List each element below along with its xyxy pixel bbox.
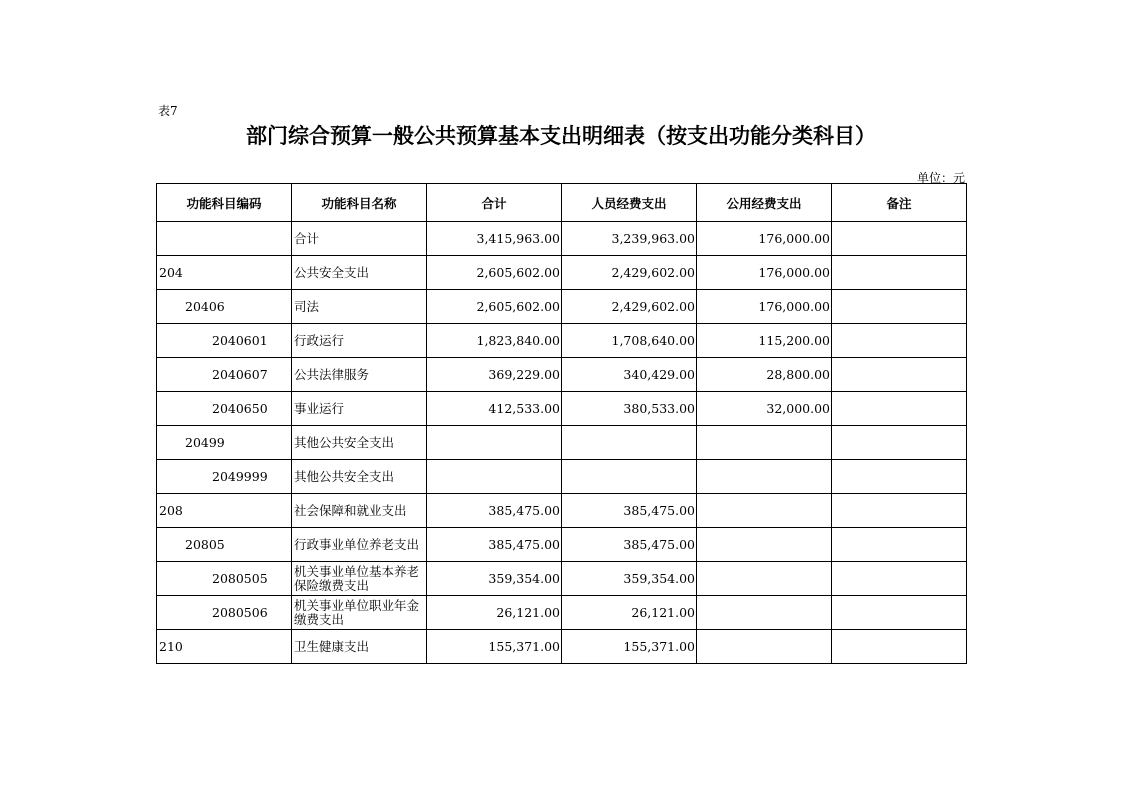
- note-cell: [832, 222, 967, 256]
- public-cell: 115,200.00: [697, 324, 832, 358]
- code-cell: 204: [157, 256, 292, 290]
- name-cell: 司法: [292, 290, 427, 324]
- unit-label: 单位：元: [916, 171, 965, 185]
- total-cell: 26,121.00: [427, 596, 562, 630]
- table-row: [157, 324, 967, 358]
- note-cell: [832, 426, 967, 460]
- total-cell: 369,229.00: [427, 358, 562, 392]
- public-cell: [697, 596, 832, 630]
- note-cell: [832, 596, 967, 630]
- table-row: [157, 596, 967, 630]
- name-cell: 机关事业单位基本养老保险缴费支出: [292, 562, 427, 596]
- total-cell: 2,605,602.00: [427, 290, 562, 324]
- header-name: 功能科目名称: [292, 184, 427, 222]
- name-cell: 公共安全支出: [292, 256, 427, 290]
- code-cell: 2080505: [157, 562, 292, 596]
- total-cell: 3,415,963.00: [427, 222, 562, 256]
- header-code: 功能科目编码: [157, 184, 292, 222]
- name-cell: 公共法律服务: [292, 358, 427, 392]
- table-row: [157, 290, 967, 324]
- code-cell: 20499: [157, 426, 292, 460]
- total-cell: 385,475.00: [427, 494, 562, 528]
- code-cell: [157, 222, 292, 256]
- header-public: 公用经费支出: [697, 184, 832, 222]
- public-cell: [697, 460, 832, 494]
- public-cell: [697, 562, 832, 596]
- code-cell: 20805: [157, 528, 292, 562]
- code-cell: 210: [157, 630, 292, 664]
- table-header-row: [157, 184, 967, 222]
- total-cell: [427, 460, 562, 494]
- note-cell: [832, 494, 967, 528]
- code-cell: 20406: [157, 290, 292, 324]
- total-cell: 385,475.00: [427, 528, 562, 562]
- code-cell: 2040607: [157, 358, 292, 392]
- code-cell: 2040650: [157, 392, 292, 426]
- note-cell: [832, 460, 967, 494]
- total-cell: 155,371.00: [427, 630, 562, 664]
- public-cell: 176,000.00: [697, 256, 832, 290]
- code-cell: 2049999: [157, 460, 292, 494]
- table-row: [157, 494, 967, 528]
- name-cell: 其他公共安全支出: [292, 426, 427, 460]
- personnel-cell: 385,475.00: [562, 494, 697, 528]
- personnel-cell: 2,429,602.00: [562, 290, 697, 324]
- personnel-cell: [562, 460, 697, 494]
- code-cell: 2080506: [157, 596, 292, 630]
- note-cell: [832, 290, 967, 324]
- personnel-cell: [562, 426, 697, 460]
- personnel-cell: 1,708,640.00: [562, 324, 697, 358]
- personnel-cell: 3,239,963.00: [562, 222, 697, 256]
- note-cell: [832, 358, 967, 392]
- total-cell: 359,354.00: [427, 562, 562, 596]
- header-note: 备注: [832, 184, 967, 222]
- name-cell: 社会保障和就业支出: [292, 494, 427, 528]
- public-cell: [697, 528, 832, 562]
- public-cell: 176,000.00: [697, 222, 832, 256]
- table-row: [157, 222, 967, 256]
- public-cell: 176,000.00: [697, 290, 832, 324]
- table-number: 表7: [158, 104, 178, 118]
- note-cell: [832, 256, 967, 290]
- table-row: [157, 358, 967, 392]
- header-personnel: 人员经费支出: [562, 184, 697, 222]
- budget-table: [156, 183, 967, 664]
- public-cell: 28,800.00: [697, 358, 832, 392]
- personnel-cell: 359,354.00: [562, 562, 697, 596]
- table-row: [157, 426, 967, 460]
- personnel-cell: 155,371.00: [562, 630, 697, 664]
- note-cell: [832, 324, 967, 358]
- table-row: [157, 392, 967, 426]
- code-cell: 2040601: [157, 324, 292, 358]
- name-cell: 事业运行: [292, 392, 427, 426]
- personnel-cell: 380,533.00: [562, 392, 697, 426]
- note-cell: [832, 392, 967, 426]
- total-cell: 1,823,840.00: [427, 324, 562, 358]
- table-row: [157, 562, 967, 596]
- name-cell: 行政事业单位养老支出: [292, 528, 427, 562]
- personnel-cell: 2,429,602.00: [562, 256, 697, 290]
- table-row: [157, 460, 967, 494]
- header-total: 合计: [427, 184, 562, 222]
- public-cell: [697, 494, 832, 528]
- public-cell: [697, 630, 832, 664]
- total-cell: 412,533.00: [427, 392, 562, 426]
- name-cell: 其他公共安全支出: [292, 460, 427, 494]
- total-cell: 2,605,602.00: [427, 256, 562, 290]
- name-cell: 合计: [292, 222, 427, 256]
- code-cell: 208: [157, 494, 292, 528]
- name-cell: 卫生健康支出: [292, 630, 427, 664]
- note-cell: [832, 562, 967, 596]
- note-cell: [832, 528, 967, 562]
- note-cell: [832, 630, 967, 664]
- page-title: 部门综合预算一般公共预算基本支出明细表（按支出功能分类科目）: [246, 124, 876, 148]
- personnel-cell: 340,429.00: [562, 358, 697, 392]
- public-cell: [697, 426, 832, 460]
- total-cell: [427, 426, 562, 460]
- table-row: [157, 256, 967, 290]
- table-row: [157, 528, 967, 562]
- personnel-cell: 26,121.00: [562, 596, 697, 630]
- name-cell: 行政运行: [292, 324, 427, 358]
- name-cell: 机关事业单位职业年金缴费支出: [292, 596, 427, 630]
- public-cell: 32,000.00: [697, 392, 832, 426]
- personnel-cell: 385,475.00: [562, 528, 697, 562]
- table-row: [157, 630, 967, 664]
